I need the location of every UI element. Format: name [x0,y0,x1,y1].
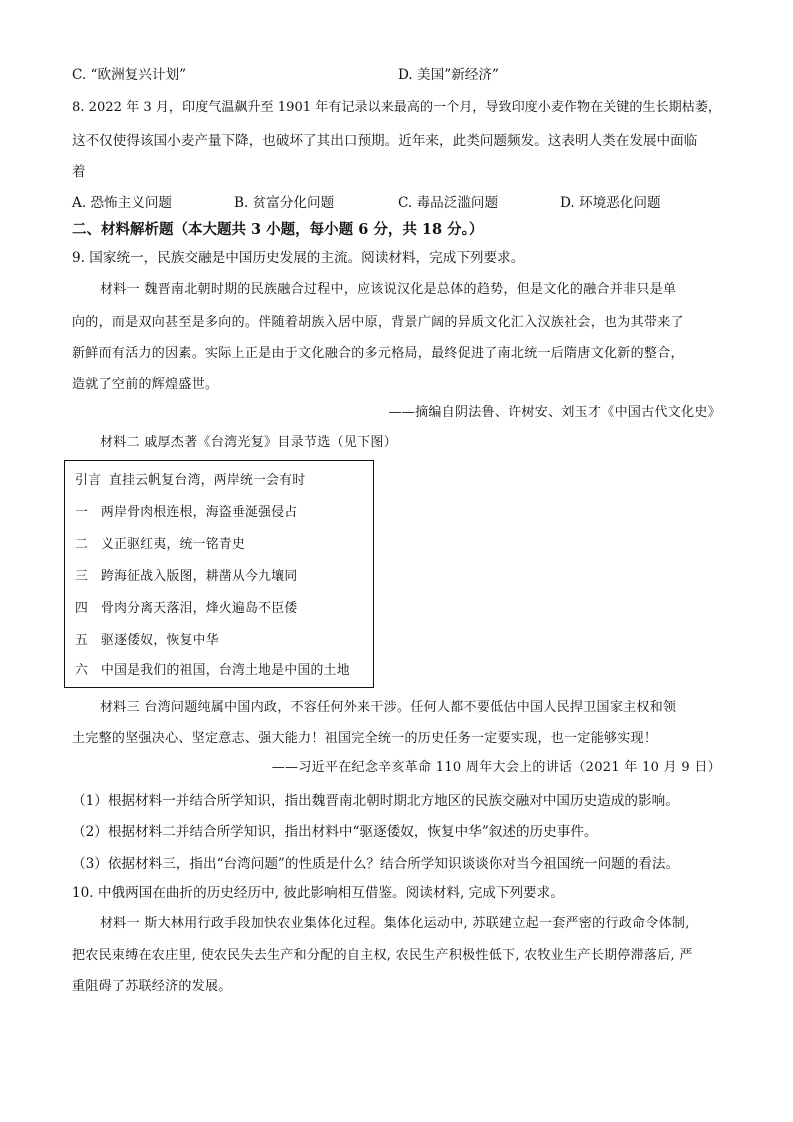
q8-stem-line-3: 着 [72,164,86,180]
toc-row [75,600,297,618]
toc-title: 直挂云帆复台湾，两岸统一会有时 [109,473,306,488]
toc-title: 中国是我们的祖国，台湾土地是中国的土地 [101,663,350,678]
q9-material1-source: ——摘编自阴法鲁、许树安、刘玉才《中国古代文化史》 [388,405,721,420]
q9-material1-line-2: 向的，而是双向甚至是多向的。伴随着胡族入居中原，背景广阔的异质文化汇入汉族社会，也为其带来了 [72,315,684,330]
toc-title: 两岸骨肉根连根，海盗垂涎强侵占 [101,505,298,520]
q7-option-d: D. 美国”新经济” [398,67,499,83]
q8-option-d: D. 环境恶化问题 [560,195,661,211]
q8-option-b: B. 贫富分化问题 [234,195,335,211]
q9-material3-source: ——习近平在纪念辛亥革命 110 周年大会上的讲话（2021 年 10 月 9 日） [271,760,721,775]
q7-option-c: C. “欧洲复兴计划” [72,67,187,83]
toc-row [75,536,245,554]
toc-title: 跨海征战入版图，耕凿从今九壤同 [101,569,298,584]
q9-material3-line-1: 材料三 台湾问题纯属中国内政，不容任何外来干涉。任何人都不要低估中国人民捍卫国家主权和领 [100,700,677,715]
q10-material1-line-2: 把农民束缚在农庄里, 使农民失去生产和分配的自主权, 农民生产积极性低下, 农牧业生产长期停滞落后, 严 [72,948,693,963]
toc-num: 三 [75,569,89,584]
toc-box [64,460,374,688]
toc-row [75,662,350,680]
toc-num: 一 [75,505,89,520]
q10-material1-line-3: 重阻碍了苏联经济的发展。 [72,979,232,994]
q9-material3-line-2: 土完整的坚强决心、坚定意志、强大能力！祖国完全统一的历史任务一定要实现，也一定能够实现！ [72,731,658,746]
toc-num: 二 [75,537,89,552]
toc-num: 引言 [75,473,102,488]
toc-num: 六 [75,663,89,678]
toc-row [75,504,297,522]
section-title: 二、材料解析题（本大题共 3 小题，每小题 6 分，共 18 分。） [72,221,484,238]
toc-num: 五 [75,633,89,648]
q8-stem-line-1: 8. 2022 年 3 月，印度气温飙升至 1901 年有记录以来最高的一个月，导致印度小麦作物在关键的生长期枯萎， [72,100,721,115]
q9-stem: 9. 国家统一，民族交融是中国历史发展的主流。阅读材料，完成下列要求。 [72,250,525,266]
toc-num: 四 [75,601,89,616]
q10-stem: 10. 中俄两国在曲折的历史经历中, 彼此影响相互借鉴。阅读材料, 完成下列要求。 [72,885,564,901]
toc-row [75,472,305,490]
q10-material1-line-1: 材料一 斯大林用行政手段加快农业集体化过程。集体化运动中, 苏联建立起一套严密的行政命令体制, [100,916,690,931]
toc-title: 义正驱红夷，统一铭青史 [101,537,246,552]
q8-option-c: C. 毒品泛滥问题 [398,195,499,211]
q9-material1-line-4: 造就了空前的辉煌盛世。 [72,377,219,392]
q8-option-a: A. 恐怖主义问题 [72,195,173,211]
toc-row [75,568,297,586]
q9-question-2: （2）根据材料二并结合所学知识，指出材料中“驱逐倭奴，恢复中华”叙述的历史事件。 [72,824,598,840]
q8-stem-line-2: 这不仅使得该国小麦产量下降，也破坏了其出口预期。近年来，此类问题频发。这表明人类在发展中面临 [72,133,698,149]
toc-row [75,632,219,650]
toc-title: 骨肉分离天落泪，烽火遍岛不臣倭 [101,601,298,616]
q9-material2-intro: 材料二 戚厚杰著《台湾光复》目录节选（见下图） [100,435,398,450]
q9-question-1: （1）根据材料一并结合所学知识，指出魏晋南北朝时期北方地区的民族交融对中国历史造成的影响。 [72,793,679,809]
toc-title: 驱逐倭奴，恢复中华 [101,633,219,648]
q9-material1-line-1: 材料一 魏晋南北朝时期的民族融合过程中，应该说汉化是总体的趋势，但是文化的融合并非只是单 [100,282,677,297]
q9-question-3: （3）依据材料三，指出“台湾问题”的性质是什么？结合所学知识谈谈你对当今祖国统一问题的看法。 [72,856,680,872]
q9-material1-line-3: 新鲜而有活力的因素。实际上正是由于文化融合的多元格局，最终促进了南北统一后隋唐文化新的整合， [72,346,684,361]
